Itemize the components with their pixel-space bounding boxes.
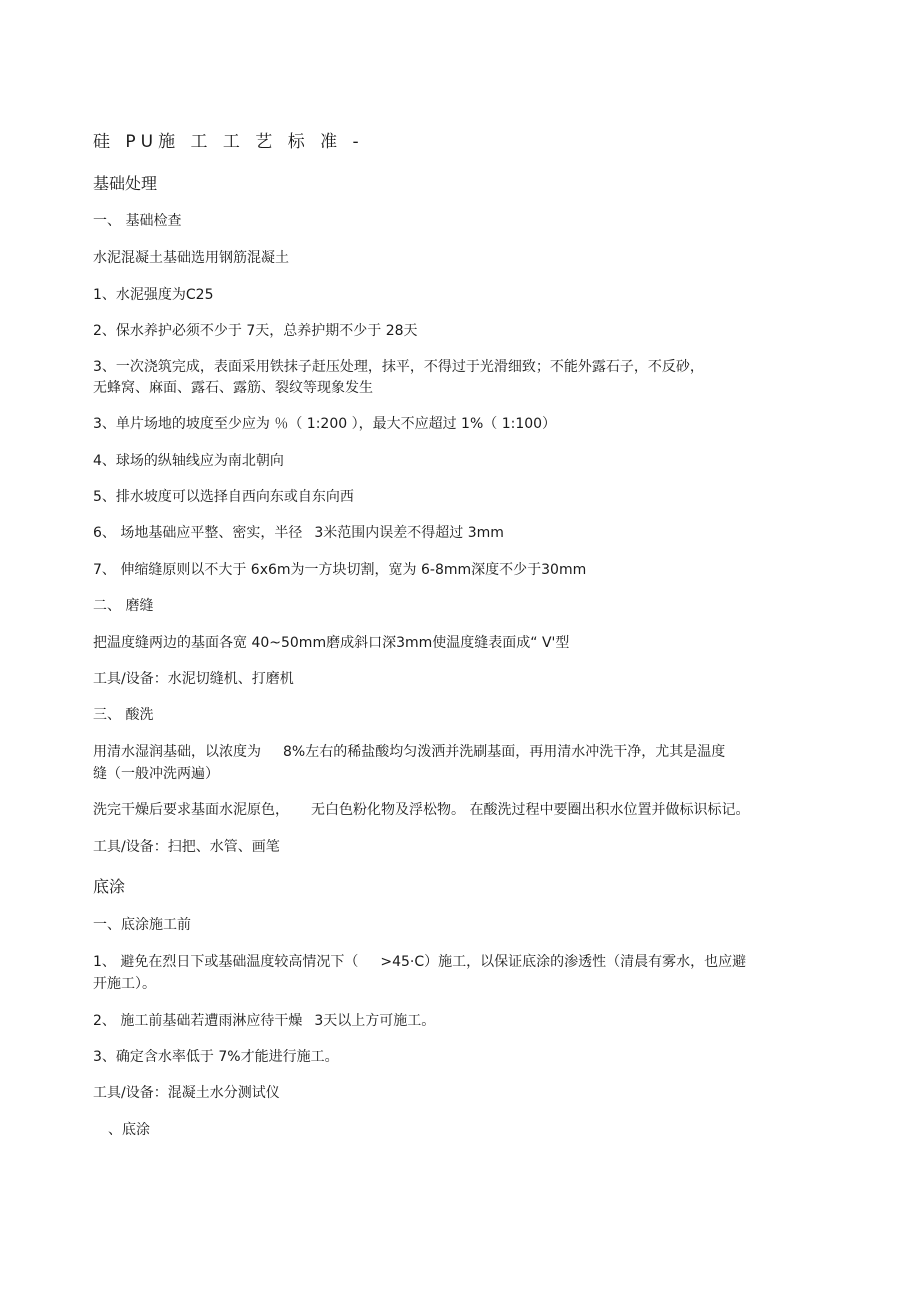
list-item: 3、确定含水率低于 7%才能进行施工。 <box>93 1049 339 1065</box>
acid-wash-text: 无白色粉化物及浮松物。 在酸洗过程中要圈出积水位置并做标识标记。 <box>311 802 750 818</box>
acid-wash-paragraph <box>93 742 725 762</box>
list-item: 4、球场的纵轴线应为南北朝向 <box>93 453 284 469</box>
subheading-primer: 、底涂 <box>108 1122 150 1138</box>
acid-wash-text: 洗完干燥后要求基面水泥原色， <box>93 802 289 818</box>
acid-wash-paragraph-continuation: 缝（一般冲洗两遍） <box>93 766 219 782</box>
list-item-continuation: 开施工）。 <box>93 976 156 992</box>
acid-wash-text: 8%左右的稀盐酸均匀泼洒并洗刷基面，再用清水冲洗干净，尤其是温度 <box>283 744 726 760</box>
list-item-text: 2、 施工前基础若遭雨淋应待干燥 <box>93 1013 303 1029</box>
list-item-text: 6、 场地基础应平整、密实，半径 <box>93 525 303 541</box>
subheading-before-primer: 一、底涂施工前 <box>93 917 191 933</box>
list-item <box>93 523 504 543</box>
list-item-text: 3天以上方可施工。 <box>314 1013 436 1029</box>
list-item <box>93 1011 435 1031</box>
acid-wash-text: 用清水湿润基础，以浓度为 <box>93 744 261 760</box>
acid-wash-tools: 工具/设备：扫把、水管、画笔 <box>93 839 280 855</box>
list-item: 3、单片场地的坡度至少应为 ％（ 1:200 ），最大不应超过 1%（ 1:100） <box>93 416 557 432</box>
subheading-grinding: 二、 磨缝 <box>93 598 154 614</box>
acid-wash-requirement <box>93 800 749 820</box>
subheading-acid-wash: 三、 酸洗 <box>93 707 154 723</box>
foundation-intro: 水泥混凝土基础选用钢筋混凝土 <box>93 250 289 266</box>
grinding-tools: 工具/设备：水泥切缝机、打磨机 <box>93 671 294 687</box>
section-heading-foundation: 基础处理 <box>93 174 158 193</box>
list-item: 2、保水养护必须不少于 7天，总养护期不少于 28天 <box>93 323 418 339</box>
list-item-continuation: 无蜂窝、麻面、露石、露筋、裂纹等现象发生 <box>93 380 373 396</box>
list-item-text: >45·C）施工，以保证底涂的渗透性（清晨有雾水，也应避 <box>380 954 747 970</box>
subheading-foundation-check: 一、 基础检查 <box>93 213 182 229</box>
list-item: 1、水泥强度为C25 <box>93 287 214 303</box>
list-item-text: 3米范围内误差不得超过 3mm <box>314 525 504 541</box>
grinding-paragraph: 把温度缝两边的基面各宽 40~50mm磨成斜口深3mm使温度缝表面成“ V'型 <box>93 635 570 651</box>
list-item <box>93 952 746 972</box>
list-item: 7、 伸缩缝原则以不大于 6x6m为一方块切割，宽为 6-8mm深度不少于30mm <box>93 562 587 578</box>
primer-tools: 工具/设备：混凝土水分测试仪 <box>93 1085 280 1101</box>
section-heading-primer: 底涂 <box>93 877 126 896</box>
list-item: 5、排水坡度可以选择自西向东或自东向西 <box>93 489 354 505</box>
list-item: 3、一次浇筑完成，表面采用铁抹子赶压处理，抹平，不得过于光滑细致；不能外露石子，不反砂， <box>93 359 704 375</box>
list-item-text: 1、 避免在烈日下或基础温度较高情况下（ <box>93 954 359 970</box>
document-title: 硅 PU施 工 工 艺 标 准 - <box>93 132 364 152</box>
